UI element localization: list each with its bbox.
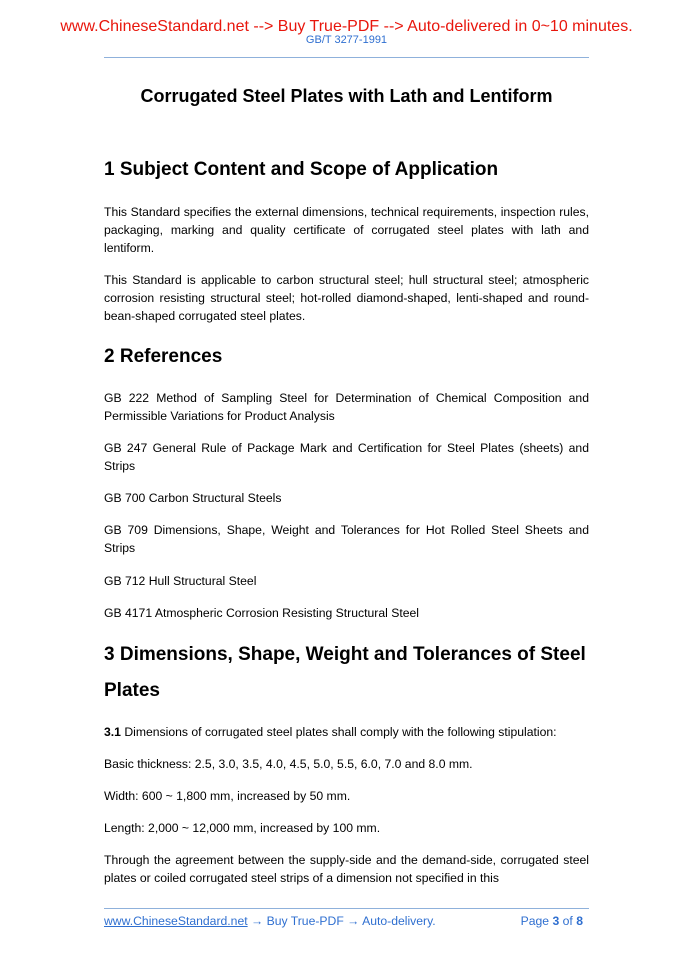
- section-1-para-2-wrap: [104, 271, 589, 326]
- section-1-para-1-wrap: [104, 203, 589, 258]
- reference-item: GB 709 Dimensions, Shape, Weight and Tolerances for Hot Rolled Steel Sheets and Strips: [104, 523, 589, 556]
- footer-left: [104, 914, 436, 928]
- page-current: 3: [552, 914, 560, 928]
- clause-number: 3.1: [104, 725, 121, 739]
- reference-item: GB 247 General Rule of Package Mark and Certification for Steel Plates (sheets) and Strips: [104, 441, 589, 474]
- clause-3-1: [104, 723, 589, 741]
- width-spec: Width: 600 ~ 1,800 mm, increased by 50 mm.: [104, 789, 351, 803]
- section-2-heading: 2 References: [104, 346, 223, 367]
- top-banner[interactable]: www.ChineseStandard.net --> Buy True-PDF --> Auto-delivered in 0~10 minutes.: [60, 18, 633, 35]
- section-1-paragraph: This Standard is applicable to carbon structural steel; hull structural steel; atmospheric corrosion resisting structural steel; hot-rolled diamond-shaped, lenti-shaped and round-bean-shaped corrugated steel plates.: [104, 273, 589, 324]
- reference-item: GB 4171 Atmospheric Corrosion Resisting Structural Steel: [104, 606, 419, 620]
- thickness-spec: Basic thickness: 2.5, 3.0, 3.5, 4.0, 4.5, 5.0, 5.5, 6.0, 7.0 and 8.0 mm.: [104, 757, 473, 771]
- agreement-paragraph: Through the agreement between the supply-side and the demand-side, corrugated steel plates or coiled corrugated steel strips of a dimension not specified in this: [104, 853, 589, 886]
- standard-number: GB/T 3277-1991: [305, 34, 388, 46]
- page-indicator: [521, 914, 583, 928]
- footer-text: → Buy True-PDF → Auto-delivery.: [247, 914, 436, 928]
- length-spec: Length: 2,000 ~ 12,000 mm, increased by 100 mm.: [104, 821, 381, 835]
- page-of: of: [562, 914, 573, 928]
- section-3-heading: 3 Dimensions, Shape, Weight and Tolerances of Steel Plates: [104, 644, 586, 701]
- section-1-heading: 1 Subject Content and Scope of Application: [104, 159, 499, 180]
- clause-text: Dimensions of corrugated steel plates shall comply with the following stipulation:: [120, 725, 557, 739]
- section-1-paragraph: This Standard specifies the external dimensions, technical requirements, inspection rules, packaging, marking and quality certificate of corrugated steel plates with lath and lentiform.: [104, 205, 589, 256]
- header-divider: [104, 57, 589, 58]
- section-3: [104, 637, 589, 709]
- section-2: [104, 339, 589, 375]
- section-1: [104, 152, 589, 188]
- reference-item: GB 222 Method of Sampling Steel for Determination of Chemical Composition and Permissible Variations for Product Analysis: [104, 391, 589, 424]
- reference-item: GB 700 Carbon Structural Steels: [104, 491, 282, 505]
- document-title: Corrugated Steel Plates with Lath and Lentiform: [140, 86, 553, 106]
- footer-website-link[interactable]: www.ChineseStandard.net: [104, 914, 248, 928]
- page-label: Page: [520, 914, 550, 928]
- footer-divider: [104, 908, 589, 909]
- page-total: 8: [576, 914, 583, 928]
- reference-item: GB 712 Hull Structural Steel: [104, 574, 257, 588]
